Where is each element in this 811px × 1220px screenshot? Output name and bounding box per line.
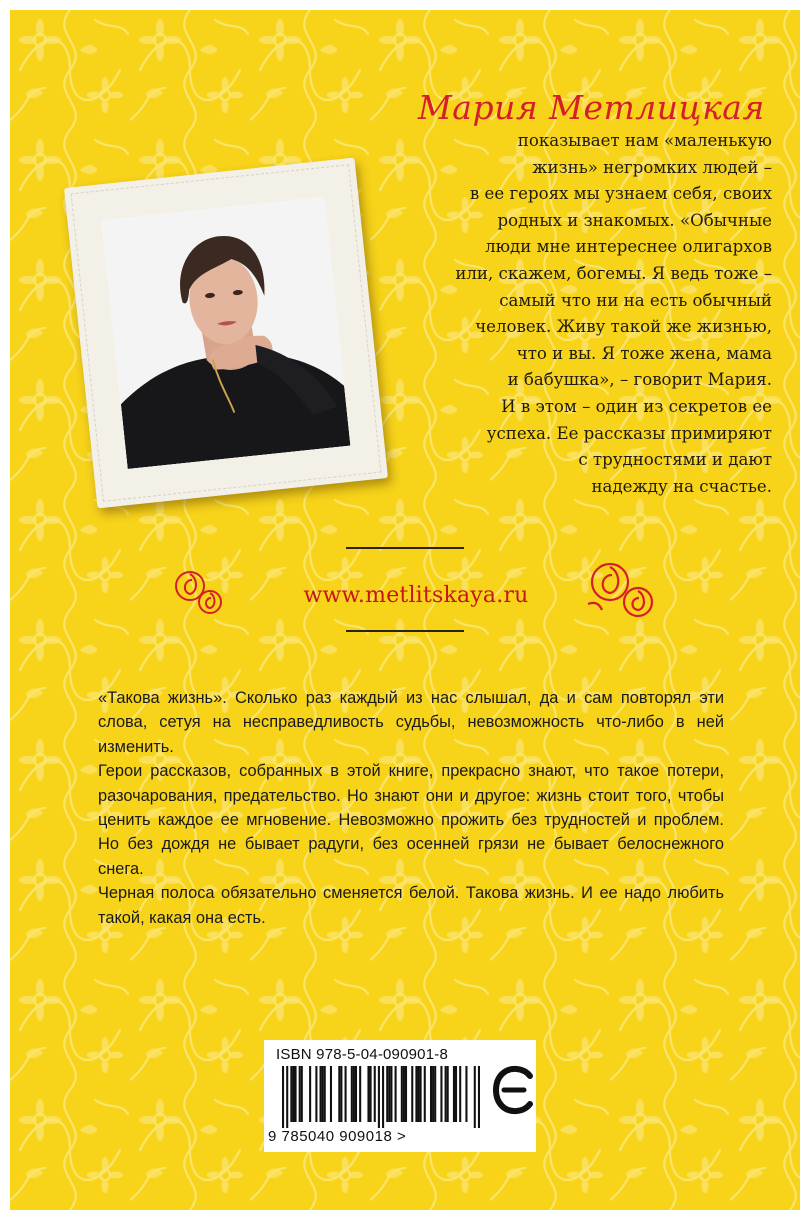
barcode-bar bbox=[355, 1066, 357, 1122]
barcode-bar bbox=[282, 1066, 284, 1128]
barcode-bar bbox=[447, 1066, 449, 1122]
eksmo-logo-icon bbox=[490, 1062, 538, 1118]
barcode-bar bbox=[359, 1066, 361, 1122]
barcode-bar bbox=[432, 1066, 434, 1122]
author-website-link[interactable]: www.metlitskaya.ru bbox=[303, 583, 529, 608]
barcode-bar bbox=[367, 1066, 369, 1122]
barcode-bar bbox=[320, 1066, 322, 1122]
barcode-bar bbox=[322, 1066, 324, 1122]
intro-line: надежду на счастье. bbox=[591, 476, 772, 496]
rose-ornament-icon bbox=[170, 566, 226, 618]
barcode-bar bbox=[315, 1066, 317, 1122]
description-paragraph: «Такова жизнь». Сколько раз каждый из нас слышал, да и сам повторял эти слова, сетуя на несправедливость судьбы, невозможность что-либо в ней изменить. bbox=[98, 689, 724, 756]
barcode-bar bbox=[403, 1066, 405, 1122]
barcode-bar bbox=[370, 1066, 372, 1122]
barcode-bar bbox=[465, 1066, 467, 1122]
barcode-bar bbox=[345, 1066, 347, 1122]
book-back-cover bbox=[10, 10, 800, 1210]
barcode-bar bbox=[292, 1066, 294, 1122]
barcode-bar bbox=[424, 1066, 426, 1122]
divider-bottom bbox=[346, 630, 464, 632]
intro-line: и бабушка», – говорит Мария. bbox=[507, 370, 772, 390]
intro-line: успеха. Ее рассказы примиряют bbox=[486, 423, 772, 443]
author-intro bbox=[348, 128, 772, 500]
book-description bbox=[98, 686, 724, 930]
author-name: Мария Метлицкая bbox=[418, 88, 765, 127]
barcode-bar bbox=[301, 1066, 303, 1122]
intro-line: или, скажем, богемы. Я ведь тоже – bbox=[455, 263, 772, 283]
barcode-bar bbox=[430, 1066, 432, 1122]
barcode-bar bbox=[286, 1066, 288, 1128]
author-photo-frame bbox=[64, 158, 388, 509]
barcode-bar bbox=[420, 1066, 422, 1122]
barcode-bar bbox=[388, 1066, 390, 1122]
description-paragraph: Черная полоса обязательно сменяется белой. Такова жизнь. И ее надо любить такой, какая она есть. bbox=[98, 884, 724, 927]
barcode-bar bbox=[401, 1066, 403, 1122]
barcode-bar bbox=[340, 1066, 342, 1122]
barcode-bar bbox=[417, 1066, 419, 1122]
barcode-bar bbox=[290, 1066, 292, 1122]
barcode-bar bbox=[415, 1066, 417, 1122]
barcode-bar bbox=[378, 1066, 380, 1128]
barcode-bar bbox=[411, 1066, 413, 1122]
barcode-bar bbox=[405, 1066, 407, 1122]
intro-line: родных и знакомых. «Обычные bbox=[497, 210, 772, 230]
barcode-bar bbox=[434, 1066, 436, 1122]
barcode-bar bbox=[309, 1066, 311, 1122]
intro-line: что и вы. Я тоже жена, мама bbox=[516, 343, 772, 363]
barcode-bar bbox=[474, 1066, 476, 1128]
barcode-bar bbox=[390, 1066, 392, 1122]
author-photo bbox=[102, 197, 351, 469]
barcode-bar bbox=[459, 1066, 461, 1122]
rose-ornament-icon bbox=[582, 558, 662, 622]
barcode-bar bbox=[455, 1066, 457, 1122]
barcode-bar bbox=[351, 1066, 353, 1122]
barcode-bar bbox=[478, 1066, 480, 1128]
intro-line: человек. Живу такой же жизнью, bbox=[475, 317, 772, 337]
barcode-bar bbox=[299, 1066, 301, 1122]
barcode-bar bbox=[295, 1066, 297, 1122]
barcode-bar bbox=[338, 1066, 340, 1122]
barcode-bar bbox=[353, 1066, 355, 1122]
description-paragraph: Герои рассказов, собранных в этой книге, прекрасно знают, что такое потери, разочарования, предательство. Но знают они и другое: жизнь стоит того, чтобы ценить каждое ее мгновение. Невозможно прожить без трудностей и проблем. Но без дождя не бывает радуги, без осенней грязи не бывает белоснежного снега. bbox=[98, 762, 724, 878]
barcode-bar bbox=[382, 1066, 384, 1128]
barcode-bar bbox=[440, 1066, 442, 1122]
intro-line: И в этом – один из секретов ее bbox=[501, 396, 772, 416]
ean-digits: 9 785040 909018 > bbox=[268, 1128, 407, 1145]
intro-line: жизнь» негромких людей – bbox=[532, 157, 772, 177]
barcode-bar bbox=[386, 1066, 388, 1122]
intro-line: люди мне интереснее олигархов bbox=[485, 237, 772, 257]
intro-line: в ее героях мы узнаем себя, своих bbox=[469, 184, 772, 204]
barcode-bar bbox=[330, 1066, 332, 1122]
barcode-bar bbox=[374, 1066, 376, 1122]
barcode-bars bbox=[282, 1066, 480, 1128]
barcode-bar bbox=[445, 1066, 447, 1122]
barcode-bar bbox=[324, 1066, 326, 1122]
intro-line: самый что ни на есть обычный bbox=[499, 290, 772, 310]
barcode-bar bbox=[395, 1066, 397, 1122]
intro-line: показывает нам «маленькую bbox=[517, 131, 772, 150]
isbn-label: ISBN 978-5-04-090901-8 bbox=[276, 1046, 449, 1063]
divider-top bbox=[346, 547, 464, 549]
intro-line: с трудностями и дают bbox=[578, 450, 772, 470]
barcode-bar bbox=[453, 1066, 455, 1122]
